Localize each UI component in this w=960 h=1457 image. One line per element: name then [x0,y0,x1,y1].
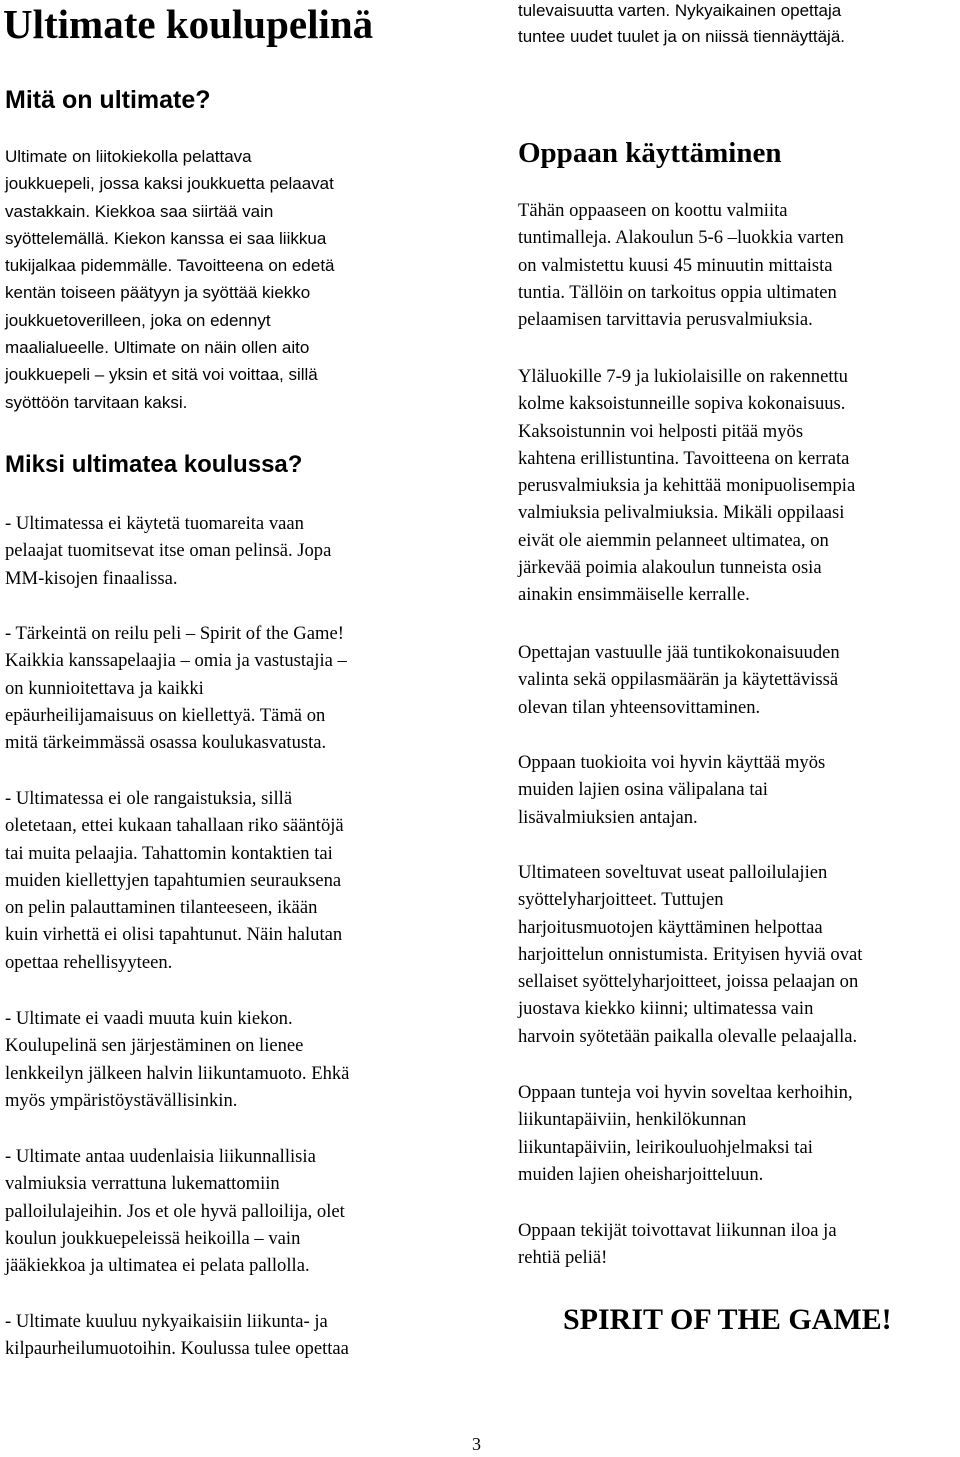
text-line: muiden lajien oheisharjoitteluun. [518,1163,764,1185]
text-line: kentän toiseen päätyyn ja syöttää kiekko [5,283,311,303]
section-heading-what-is-ultimate: Mitä on ultimate? [5,86,211,114]
text-line: opettaa rehellisyyteen. [5,951,173,973]
text-line: palloilulajeihin. Jos et ole hyvä palloilija, olet [5,1200,345,1222]
guide-paragraph [518,1217,837,1272]
text-line: lenkkeilyn jälkeen halvin liikuntamuoto. Ehkä [5,1062,350,1084]
guide-paragraph [518,859,862,1050]
text-line: pelaamisen tarvittavia perusvalmiuksia. [518,309,813,331]
text-line: tuntia. Tällöin on tarkoitus oppia ultimaten [518,281,837,303]
text-line: tukijalkaa pidemmälle. Tavoitteena on edetä [5,256,335,276]
text-line: myös ympäristöystävällisinkin. [5,1089,238,1111]
text-line: perusvalmiuksia ja kehittää monipuolisempia [518,475,856,497]
text-line: ainakin ensimmäiselle kerralle. [518,584,750,606]
point-paragraph [5,1308,349,1363]
text-line: on pelin palauttaminen tilanteeseen, ikään [5,897,318,919]
text-line: Ultimate on liitokiekolla pelattava [5,147,252,166]
point-paragraph [5,1005,349,1114]
guide-paragraph [518,197,844,333]
continuation-paragraph [518,0,845,50]
text-line: Kaikkia kanssapelaajia – omia ja vastustajia – [5,650,347,672]
text-line: järkevää poimia alakoulun tunneista osia [518,557,822,579]
text-line: eivät ole aiemmin pelanneet ultimatea, on [518,529,829,551]
text-line: Kaksoistunnin voi helposti pitää myös [518,420,804,442]
text-line: kolme kaksoistunneille sopiva kokonaisuus. [518,393,846,415]
text-line: valmiuksia verrattuna lukemattomiin [5,1173,280,1195]
text-line: syöttöön tarvitaan kaksi. [5,392,188,412]
text-line: valmiuksia pelivalmiuksia. Mikäli oppilaasi [518,502,845,524]
text-line: harjoitusmuotojen käyttäminen helpottaa [518,916,823,938]
text-line: pelaajat tuomitsevat itse oman pelinsä. Jopa [5,540,332,562]
text-line: Koulupelinä sen järjestäminen on lienee [5,1035,304,1057]
text-line: on kunnioitettava ja kaikki [5,677,204,699]
text-line: joukkuetoverilleen, joka on edennyt [5,310,271,330]
text-line: tuntimalleja. Alakoulun 5-6 –luokkia varten [518,227,844,249]
text-line: Ultimateen soveltuvat useat palloilulajien [518,862,828,883]
text-line: - Ultimatessa ei ole rangaistuksia, sillä [5,788,293,809]
text-line: sellaiset syöttelyharjoitteet, joissa pelaajan on [518,971,859,993]
text-line: tuntee uudet tuulet ja on niissä tiennäyttäjä. [518,27,846,46]
text-line: lisävalmiuksien antajan. [518,806,698,828]
text-line: jääkiekkoa ja ultimatea ei pelata pallolla. [5,1255,310,1277]
section-heading-using-guide: Oppaan käyttäminen [518,137,782,169]
intro-paragraph [5,143,335,416]
text-line: harvoin syötetään paikalla olevalle pelaajalla. [518,1025,858,1047]
point-paragraph [5,510,331,592]
page-number: 3 [472,1434,481,1454]
text-line: - Ultimate kuuluu nykyaikaisiin liikunta- ja [5,1311,328,1332]
text-line: maalialueelle. Ultimate on näin ollen aito [5,338,310,358]
text-line: Oppaan tuokioita voi hyvin käyttää myös [518,752,826,773]
guide-paragraph [518,363,855,609]
guide-paragraph [518,639,840,721]
text-line: - Ultimatessa ei käytetä tuomareita vaan [5,513,304,534]
text-line: joukkuepeli – yksin et sitä voi voittaa, sillä [5,365,318,385]
text-line: oletetaan, ettei kukaan tahallaan riko sääntöjä [5,815,344,837]
text-line: koulun joukkuepeleissä heikoilla – vain [5,1227,301,1249]
text-line: Oppaan tekijät toivottavat liikunnan iloa ja [518,1220,837,1241]
text-line: muiden lajien osina välipalana tai [518,779,768,801]
text-line: Yläluokille 7-9 ja lukiolaisille on rakennettu [518,366,848,387]
text-line: Opettajan vastuulle jää tuntikokonaisuuden [518,642,840,663]
text-line: - Ultimate antaa uudenlaisia liikunnallisia [5,1146,316,1167]
text-line: tai muita pelaajia. Tahattomin kontaktien tai [5,842,333,864]
text-line: - Tärkeintä on reilu peli – Spirit of the Game! [5,623,344,644]
text-line: syöttelyharjoitteet. Tuttujen [518,889,724,911]
text-line: kuin virhettä ei olisi tapahtunut. Näin halutan [5,924,343,946]
text-line: olevan tilan yhteensovittaminen. [518,696,761,718]
text-line: liikuntapäiviin, henkilökunnan [518,1109,747,1131]
text-line: harjoittelun onnistumista. Erityisen hyviä ovat [518,943,863,965]
guide-paragraph [518,749,825,831]
text-line: Tähän oppaaseen on koottu valmiita [518,200,788,221]
text-line: tulevaisuutta varten. Nykyaikainen opettaja [518,1,842,20]
closing-slogan: SPIRIT OF THE GAME! [563,1303,892,1336]
text-line: Oppaan tunteja voi hyvin soveltaa kerhoihin, [518,1082,853,1103]
text-line: valinta sekä oppilasmäärän ja käytettävissä [518,669,839,691]
guide-paragraph [518,1079,853,1188]
point-paragraph [5,1143,345,1279]
text-line: MM-kisojen finaalissa. [5,567,178,589]
text-line: epäurheilijamaisuus on kiellettyä. Tämä on [5,704,326,726]
point-paragraph [5,785,344,976]
text-line: syöttelemällä. Kiekon kanssa ei saa liikkua [5,228,327,248]
point-paragraph [5,620,347,756]
text-line: liikuntapäiviin, leirikouluohjelmaksi tai [518,1136,813,1158]
section-heading-why-ultimate-at-school: Miksi ultimatea koulussa? [5,451,303,478]
text-line: - Ultimate ei vaadi muuta kuin kiekon. [5,1008,293,1029]
text-line: on valmistettu kuusi 45 minuutin mittaista [518,254,833,276]
text-line: kilpaurheilumuotoihin. Koulussa tulee opettaa [5,1338,349,1360]
text-line: joukkuepeli, jossa kaksi joukkuetta pelaavat [5,174,334,194]
text-line: rehtiä peliä! [518,1247,608,1269]
text-line: vastakkain. Kiekkoa saa siirtää vain [5,201,274,221]
text-line: muiden kiellettyjen tapahtumien seurauksena [5,869,342,891]
page-title: Ultimate koulupelinä [3,1,374,47]
text-line: kahtena erillistuntina. Tavoitteena on kerrata [518,447,850,469]
text-line: juostava kiekko kiinni; ultimatessa vain [518,998,814,1020]
text-line: mitä tärkeimmässä osassa koulukasvatusta. [5,732,327,754]
